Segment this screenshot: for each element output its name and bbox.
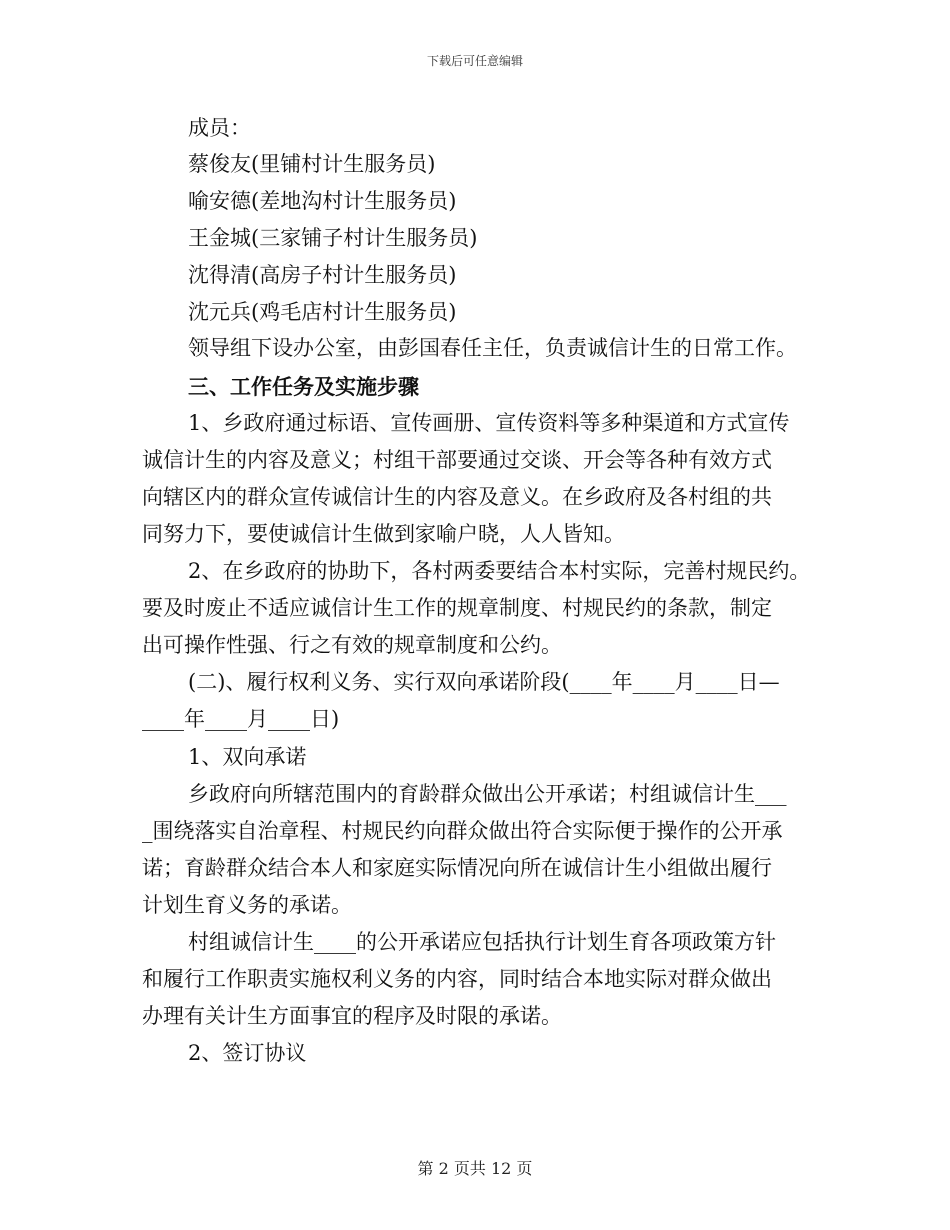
paragraph-line: 沈元兵(鸡毛店村计生服务员): [188, 300, 457, 324]
paragraph-line: (二)、履行权利义务、实行双向承诺阶段(____年____月____日—: [188, 670, 780, 694]
paragraph-line: 村组诚信计生____的公开承诺应包括执行计划生育各项政策方针: [188, 930, 776, 954]
paragraph-line: 2、在乡政府的协助下，各村两委要结合本村实际，完善村规民约。: [188, 559, 811, 583]
paragraph-line: 诚信计生的内容及意义；村组干部要通过交谈、开会等各种有效方式: [142, 448, 772, 472]
paragraph-line: 出可操作性强、行之有效的规章制度和公约。: [142, 633, 562, 657]
paragraph-line: _围绕落实自治章程、村规民约向群众做出符合实际便于操作的公开承: [142, 819, 783, 843]
paragraph-line: 乡政府向所辖范围内的育龄群众做出公开承诺；村组诚信计生___: [188, 782, 787, 806]
paragraph-line: 蔡俊友(里铺村计生服务员): [188, 152, 436, 176]
paragraph-line: 办理有关计生方面事宜的程序及时限的承诺。: [142, 1004, 562, 1028]
paragraph-line: 诺；育龄群众结合本人和家庭实际情况向所在诚信计生小组做出履行: [142, 856, 772, 880]
page-header: 下载后可任意编辑: [426, 54, 523, 68]
paragraph-line: 喻安德(差地沟村计生服务员): [188, 189, 457, 213]
paragraph-line: 领导组下设办公室，由彭国春任主任，负责诚信计生的日常工作。: [188, 336, 797, 360]
paragraph-line: 成员：: [188, 116, 251, 140]
paragraph-line: 同努力下，要使诚信计生做到家喻户晓，人人皆知。: [142, 522, 625, 546]
paragraph-line: 沈得清(高房子村计生服务员): [188, 263, 457, 287]
paragraph-line: 2、签订协议: [188, 1041, 307, 1065]
paragraph-line: 和履行工作职责实施权利义务的内容，同时结合本地实际对群众做出: [142, 967, 772, 991]
page-number: 第 2 页共 12 页: [417, 1159, 533, 1178]
paragraph-line: 1、双向承诺: [188, 745, 307, 769]
section-heading: 三、工作任务及实施步骤: [188, 374, 419, 399]
paragraph-line: 王金城(三家铺子村计生服务员): [188, 226, 478, 250]
paragraph-line: 向辖区内的群众宣传诚信计生的内容及意义。在乡政府及各村组的共: [142, 485, 772, 509]
paragraph-line: 计划生育义务的承诺。: [142, 893, 352, 917]
paragraph-line: 要及时废止不适应诚信计生工作的规章制度、村规民约的条款，制定: [142, 596, 772, 620]
paragraph-line: ____年____月____日): [142, 707, 340, 731]
paragraph-line: 1、乡政府通过标语、宣传画册、宣传资料等多种渠道和方式宣传: [188, 411, 790, 435]
